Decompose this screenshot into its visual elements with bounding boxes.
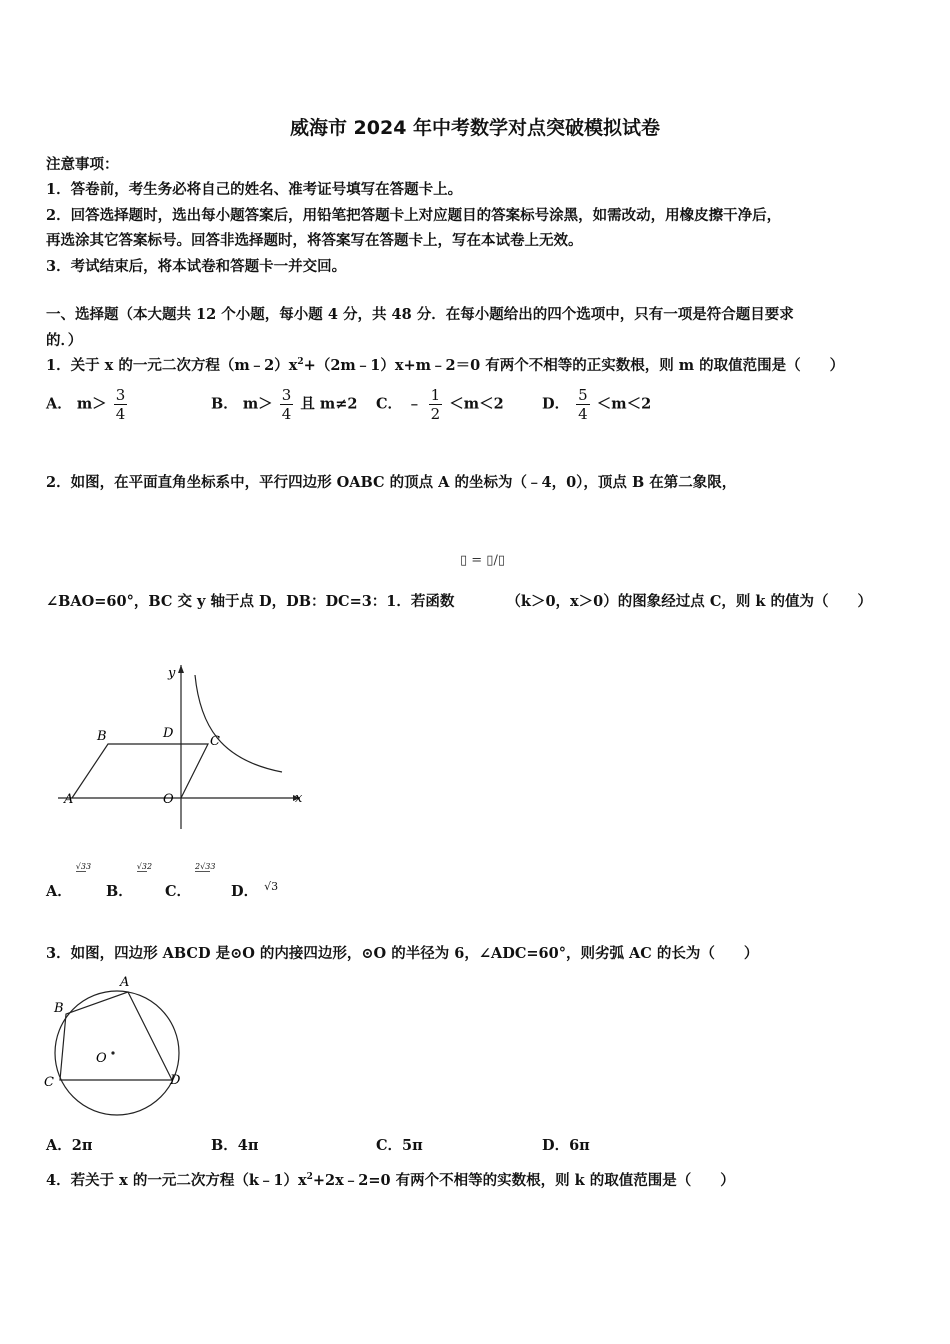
label-b: B xyxy=(97,729,107,744)
label-d: D xyxy=(163,726,174,741)
q3-option-b[interactable]: B．4π xyxy=(211,1137,259,1154)
center-point xyxy=(111,1051,114,1054)
formula-placeholder: ▯ = ▯/▯ xyxy=(460,553,505,568)
notice-item-1: 1．答卷前，考生务必将自己的姓名、准考证号填写在答题卡上。 xyxy=(46,181,463,198)
label-b: B xyxy=(54,1001,64,1016)
q3-option-a[interactable]: A．2π xyxy=(46,1137,93,1154)
q1-option-c[interactable]: C． ﹣ $\frac{1}{2}$ ＜m＜2 xyxy=(376,386,504,423)
q1-option-b[interactable]: B． m＞ $\frac{3}{4}$ 且 m≠2 xyxy=(211,386,358,423)
label-c: C xyxy=(44,1075,54,1090)
page-title: 威海市 2024 年中考数学对点突破模拟试卷 xyxy=(289,117,661,139)
notice-item-2: 2．回答选择题时，选出每小题答案后，用铅笔把答题卡上对应题目的答案标号涂黑，如需改动，用橡皮擦干净后， xyxy=(46,207,782,224)
section-heading-cont: 的．） xyxy=(46,332,83,349)
notice-item-2-cont: 再选涂其它答案标号。回答非选择题时，将答案写在答题卡上，写在本试卷上无效。 xyxy=(46,232,583,249)
q2-option-c[interactable]: C．2√33 xyxy=(165,862,216,900)
label-a: A xyxy=(120,975,130,990)
q3-option-d[interactable]: D．6π xyxy=(542,1137,590,1154)
question-2-stem: 2．如图，在平面直角坐标系中，平行四边形 OABC 的顶点 A 的坐标为（﹣4，0），顶点 B 在第二象限， xyxy=(46,474,737,491)
y-axis-arrow xyxy=(178,665,184,673)
q3-circle-figure xyxy=(40,972,190,1122)
notice-item-3: 3．考试结束后，将本试卷和答题卡一并交回。 xyxy=(46,258,347,275)
q2-option-a[interactable]: A．√33 xyxy=(46,862,92,900)
label-x: x xyxy=(295,791,303,806)
question-2-stem-cont: ∠BAO=60°，BC 交 y 轴于点 D，DB：DC=3：1．若函数 （k＞0，x＞0）的图象经过点 C，则 k 的值为（ ） xyxy=(46,593,873,610)
q2-option-b[interactable]: B．√32 xyxy=(106,862,153,900)
hyperbola-curve xyxy=(195,675,282,772)
notice-heading: 注意事项： xyxy=(46,156,119,173)
q2-coordinate-figure xyxy=(50,655,320,840)
label-a: A xyxy=(64,792,74,807)
question-3-stem: 3．如图，四边形 ABCD 是⊙O 的内接四边形，⊙O 的半径为 6，∠ADC=60°，则劣弧 AC 的长为（ ） xyxy=(46,945,759,962)
circle-o xyxy=(55,991,179,1115)
question-4-stem: 4．若关于 x 的一元二次方程$(k﹣1)x^2+2x﹣2=0$ 有两个不相等的实数根，则 k 的取值范围是（ ） xyxy=(46,1172,735,1189)
question-1-stem: 1．关于 x 的一元二次方程$(m﹣2)x^2+(2m﹣1)x+m﹣2=0$ 有两个不相等的正实数根，则 m 的取值范围是（ ） xyxy=(46,357,845,374)
label-o: O xyxy=(96,1051,107,1066)
q1-option-a[interactable]: A． m＞ $\frac{3}{4}$ xyxy=(46,386,126,423)
label-d: D xyxy=(170,1073,181,1088)
parallelogram xyxy=(72,744,208,798)
label-y: y xyxy=(168,666,176,681)
q2-option-d[interactable]: D． $^{√3}$ xyxy=(231,880,279,900)
label-o: O xyxy=(163,792,174,807)
q1-option-d[interactable]: D． $\frac{5}{4}$ ＜m＜2 xyxy=(542,386,652,423)
q3-option-c[interactable]: C．5π xyxy=(376,1137,423,1154)
label-c: C xyxy=(210,734,220,749)
section-heading: 一、选择题（本大题共 12 个小题，每小题 4 分，共 48 分．在每小题给出的四个选项中，只有一项是符合题目要求 xyxy=(46,306,794,323)
